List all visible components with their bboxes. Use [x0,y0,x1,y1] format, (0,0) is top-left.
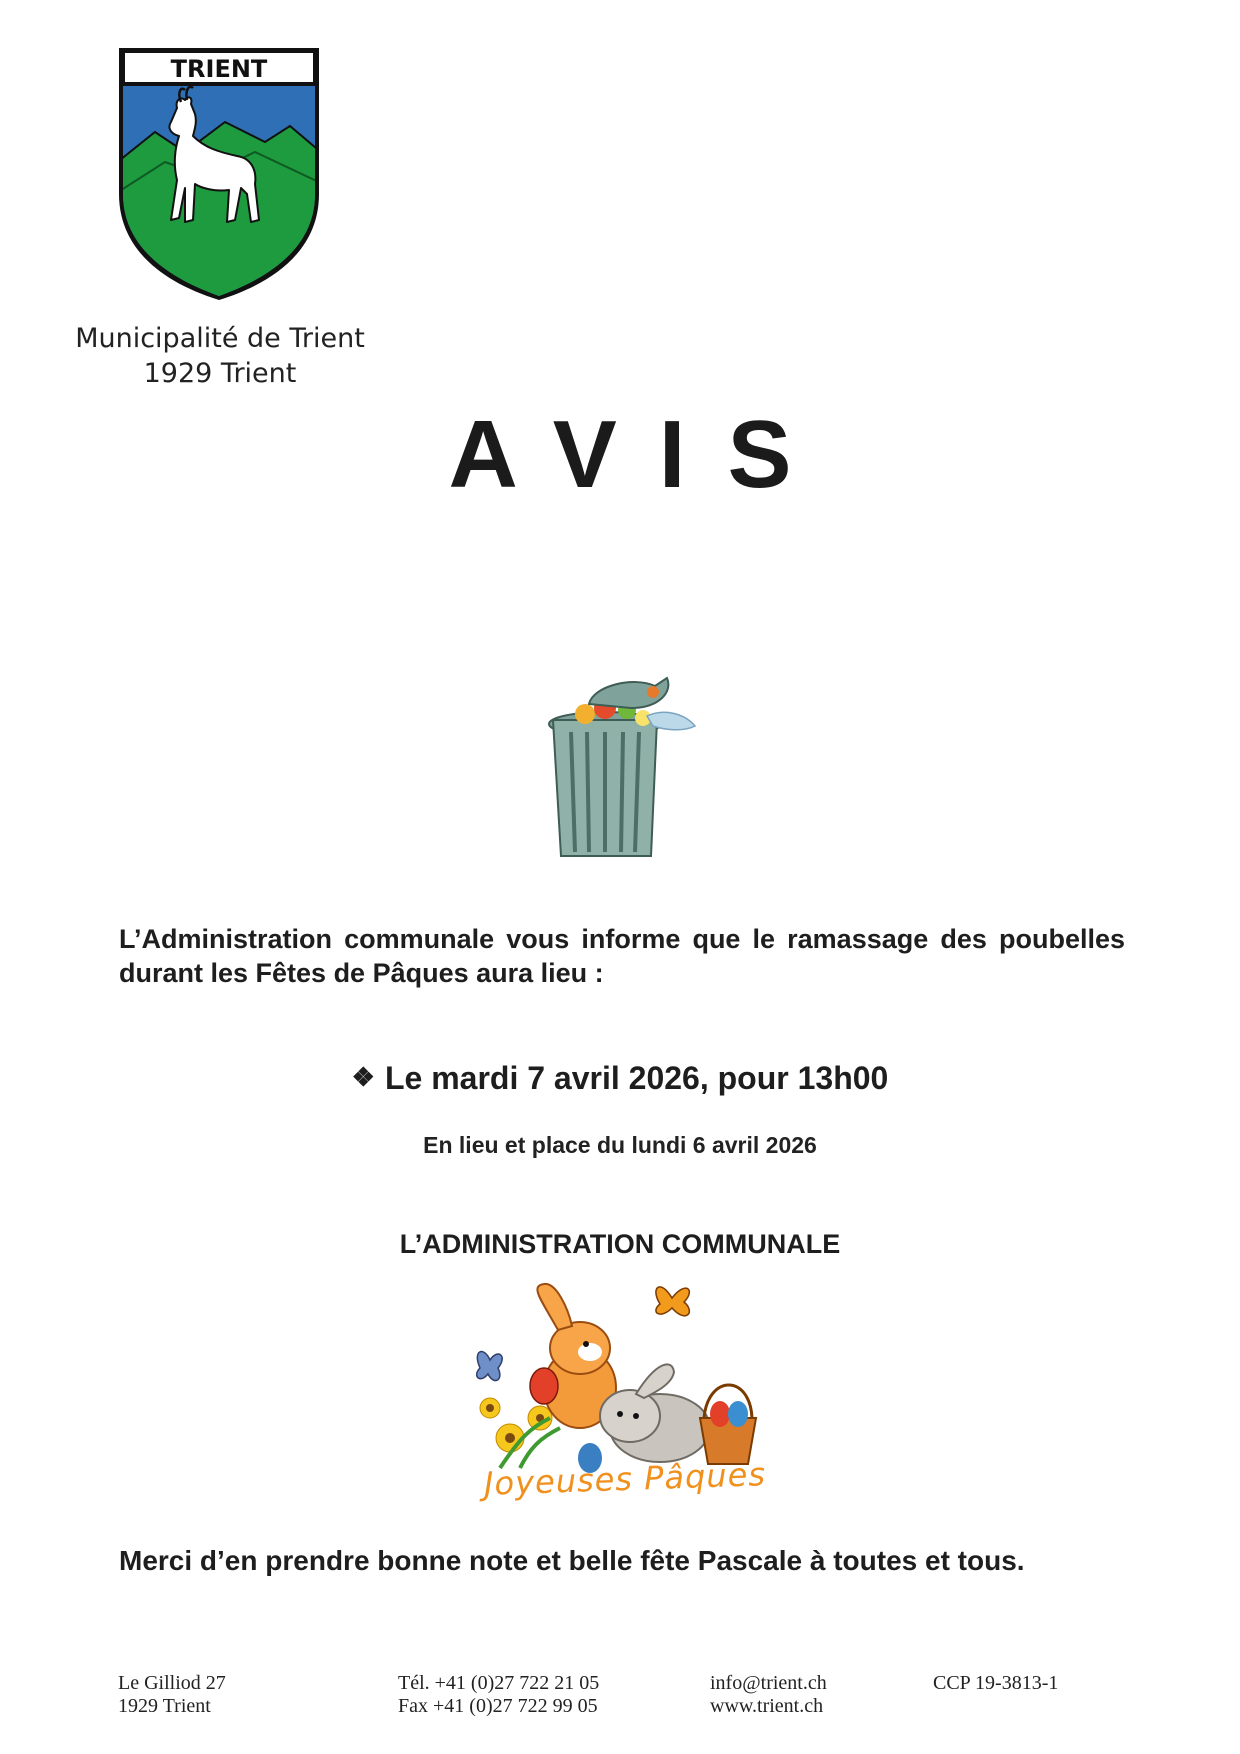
page-title: AVIS [448,401,834,508]
trient-coat-of-arms [115,44,323,300]
intro-paragraph: L’Administration communale vous informe que le ramassage des poubelles durant les Fêtes de Pâques aura lieu : [119,924,1125,988]
closing-message: Merci d’en prendre bonne note et belle fête Pascale à toutes et tous. [119,1545,1025,1576]
footer-phone [398,1672,599,1718]
footer-telephone: Tél. +41 (0)27 722 21 05 [398,1672,600,1694]
crest-label: TRIENT [170,55,268,83]
footer-address-city: 1929 Trient [118,1695,211,1717]
replacement-note: En lieu et place du lundi 6 avril 2026 [423,1132,817,1158]
footer-fax: Fax +41 (0)27 722 99 05 [398,1695,598,1717]
municipality-postal-address: 1929 Trient [143,358,297,389]
footer-address-street: Le Gilliod 27 [118,1672,226,1694]
diamond-bullet-icon: ❖ [351,1062,375,1092]
collection-date-line [0,1060,1240,1097]
trash-can-icon [535,668,715,863]
municipality-name: Municipalité de Trient [75,323,365,354]
footer-email-link[interactable]: info@trient.ch [710,1672,827,1694]
butterfly-icon [656,1287,689,1316]
collection-date-text: Le mardi 7 avril 2026, pour 13h00 [384,1060,889,1096]
footer-ccp: CCP 19-3813-1 [933,1672,1059,1694]
footer-website-link[interactable]: www.trient.ch [710,1695,824,1717]
footer-address [118,1672,226,1718]
signature: L’ADMINISTRATION COMMUNALE [399,1229,841,1259]
footer-contact [710,1672,827,1718]
easter-greeting: Joyeuses Pâques [483,1455,767,1503]
